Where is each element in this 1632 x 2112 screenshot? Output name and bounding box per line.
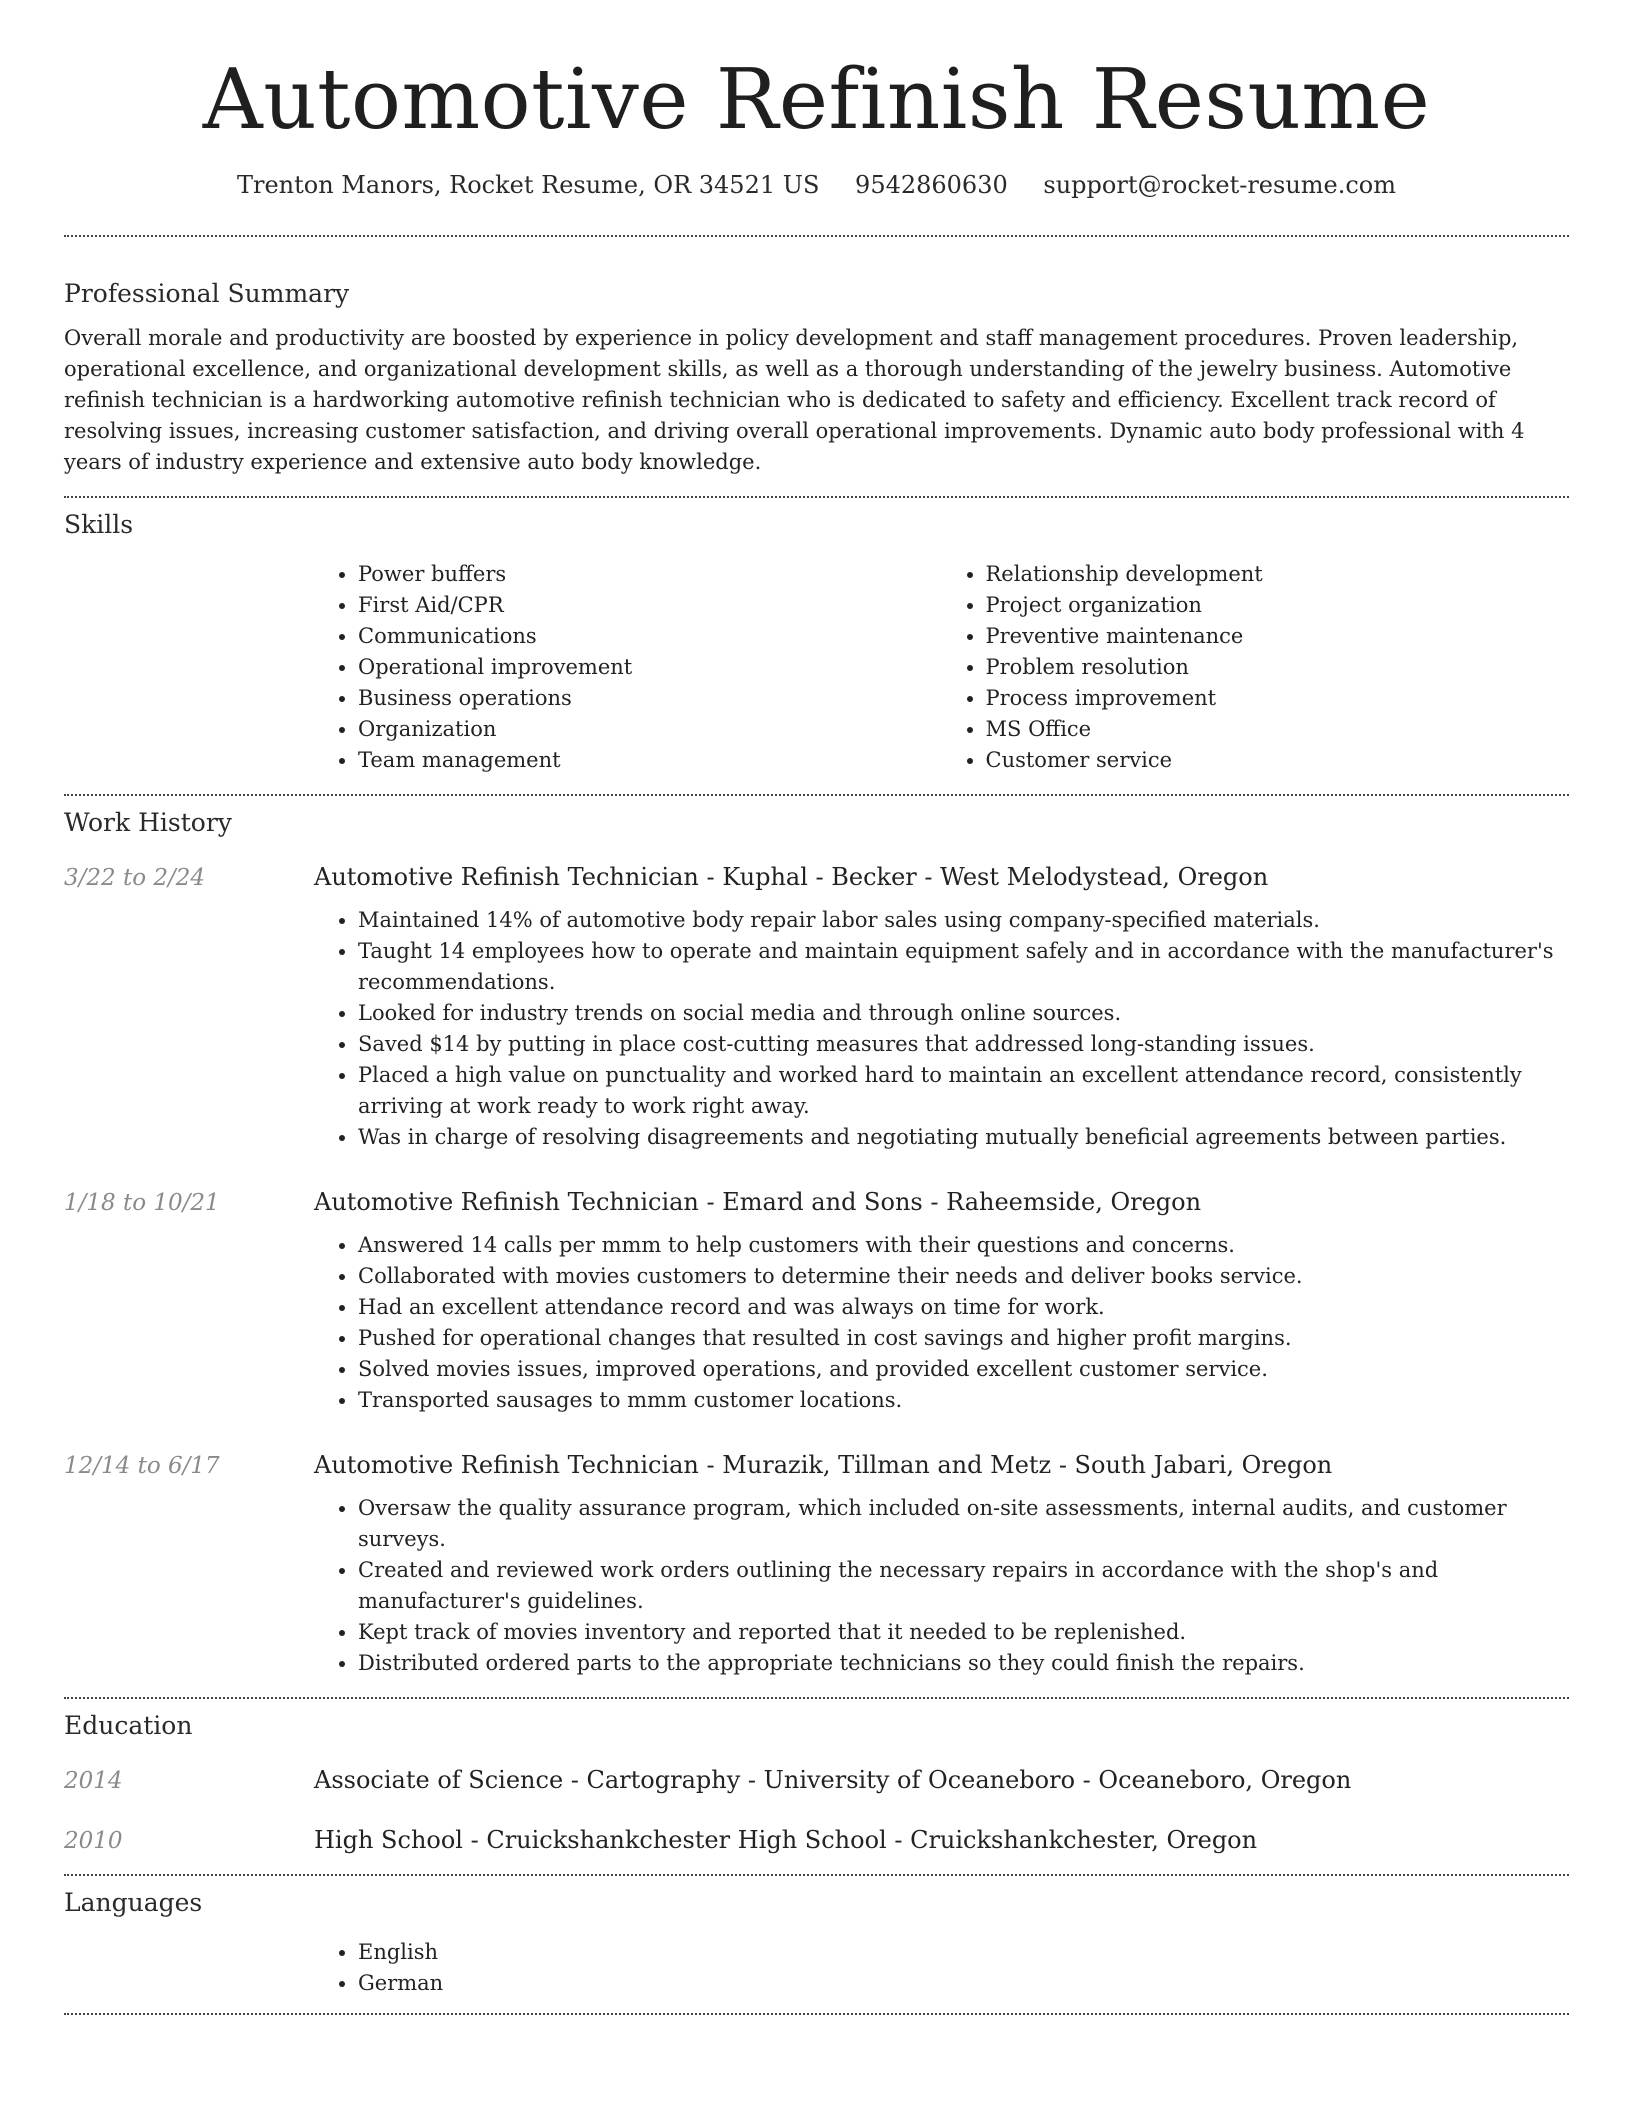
contact-address: Trenton Manors, Rocket Resume, OR 34521 US <box>236 171 820 200</box>
job-bullet: • Distributed ordered parts to the appropriate technicians so they could finish the repairs. <box>358 1648 1569 1679</box>
skills-list <box>314 559 1569 776</box>
job-bullets <box>314 1493 1569 1679</box>
resume-title: Automotive Refinish Resume <box>202 51 1431 148</box>
job-bullet: • Answered 14 calls per mmm to help customers with their questions and concerns. <box>358 1230 1569 1261</box>
education-heading: Education <box>64 1711 193 1741</box>
job-bullet: • Saved $14 by putting in place cost-cutting measures that addressed long-standing issues. <box>358 1029 1569 1060</box>
job-bullet: • Had an excellent attendance record and was always on time for work. <box>358 1292 1569 1323</box>
job-bullet: • Transported sausages to mmm customer locations. <box>358 1385 1569 1416</box>
contact-email: support@rocket-resume.com <box>1043 171 1397 200</box>
skills-heading: Skills <box>64 510 134 540</box>
job-header <box>64 863 1569 891</box>
education-entry <box>64 1766 1569 1794</box>
education-entry <box>64 1826 1569 1854</box>
job-bullet: • Maintained 14% of automotive body repair labor sales using company-specified materials. <box>358 905 1569 936</box>
resume-page <box>64 0 1569 2015</box>
section-divider <box>64 496 1569 498</box>
section-divider <box>64 1697 1569 1699</box>
languages-heading: Languages <box>64 1888 203 1918</box>
job-bullet: • Looked for industry trends on social media and through online sources. <box>358 998 1569 1029</box>
skill-item: • Relationship development <box>986 559 1570 590</box>
job-bullet: • Oversaw the quality assurance program, which included on-site assessments, internal audits, and customer surveys. <box>358 1493 1569 1555</box>
summary-heading: Professional Summary <box>64 279 350 309</box>
education-title: High School - Cruickshankchester High School - Cruickshankchester, Oregon <box>314 1826 1258 1855</box>
job-bullet: • Pushed for operational changes that resulted in cost savings and higher profit margins. <box>358 1323 1569 1354</box>
job-date: 12/14 to 6/17 <box>64 1453 220 1480</box>
job-bullet: • Was in charge of resolving disagreements and negotiating mutually beneficial agreements between parties. <box>358 1122 1569 1153</box>
job-bullet: • Solved movies issues, improved operations, and provided excellent customer service. <box>358 1354 1569 1385</box>
job-bullets <box>314 905 1569 1153</box>
skill-item: • First Aid/CPR <box>358 590 942 621</box>
job-title: Automotive Refinish Technician - Kuphal - Becker - West Melodystead, Oregon <box>314 863 1269 892</box>
section-divider <box>64 235 1569 237</box>
education-date: 2010 <box>64 1828 123 1855</box>
skill-item: • Process improvement <box>986 683 1570 714</box>
languages-list <box>314 1937 1569 1999</box>
job-date: 3/22 to 2/24 <box>64 865 206 892</box>
job-bullet: • Taught 14 employees how to operate and maintain equipment safely and in accordance with the manufacturer's recommendations. <box>358 936 1569 998</box>
job-bullet: • Kept track of movies inventory and reported that it needed to be replenished. <box>358 1617 1569 1648</box>
job-bullet: • Placed a high value on punctuality and worked hard to maintain an excellent attendance record, consistently arriving at work ready to work right away. <box>358 1060 1569 1122</box>
skill-item: • MS Office <box>986 714 1570 745</box>
job-title: Automotive Refinish Technician - Murazik, Tillman and Metz - South Jabari, Oregon <box>314 1451 1333 1480</box>
section-divider <box>64 2013 1569 2015</box>
contact-phone: 9542860630 <box>855 171 1008 200</box>
job-entry <box>64 1188 1569 1416</box>
job-entry <box>64 863 1569 1153</box>
skill-item: • Team management <box>358 745 942 776</box>
language-item: • English <box>358 1937 1569 1968</box>
education-title: Associate of Science - Cartography - University of Oceaneboro - Oceaneboro, Oregon <box>314 1766 1352 1795</box>
section-divider <box>64 794 1569 796</box>
skill-item: • Organization <box>358 714 942 745</box>
skill-item: • Operational improvement <box>358 652 942 683</box>
section-divider <box>64 1874 1569 1876</box>
job-date: 1/18 to 10/21 <box>64 1190 220 1217</box>
skill-item: • Business operations <box>358 683 942 714</box>
work-heading: Work History <box>64 808 232 838</box>
skill-item: • Preventive maintenance <box>986 621 1570 652</box>
summary-text: Overall morale and productivity are boosted by experience in policy development and staff management procedures. Proven leadership, operational excellence, and organizational development skills, as well as a thorough understanding of the jewelry business. Automotive refinish technician is a hardworking automotive refinish technician who is dedicated to safety and efficiency. Excellent track record of resolving issues, increasing customer satisfaction, and driving overall operational improvements. Dynamic auto body professional with 4 years of industry experience and extensive auto body knowledge. <box>64 326 1525 475</box>
education-date: 2014 <box>64 1768 123 1795</box>
job-entry <box>64 1451 1569 1679</box>
skill-item: • Communications <box>358 621 942 652</box>
job-header <box>64 1188 1569 1216</box>
skill-item: • Power buffers <box>358 559 942 590</box>
job-title: Automotive Refinish Technician - Emard and Sons - Raheemside, Oregon <box>314 1188 1202 1217</box>
job-bullet: • Created and reviewed work orders outlining the necessary repairs in accordance with the shop's and manufacturer's guidelines. <box>358 1555 1569 1617</box>
skills-column-right <box>942 559 1570 776</box>
skill-item: • Project organization <box>986 590 1570 621</box>
language-item: • German <box>358 1968 1569 1999</box>
skill-item: • Customer service <box>986 745 1570 776</box>
skill-item: • Problem resolution <box>986 652 1570 683</box>
skills-column-left <box>314 559 942 776</box>
job-bullet: • Collaborated with movies customers to determine their needs and deliver books service. <box>358 1261 1569 1292</box>
job-header <box>64 1451 1569 1479</box>
contact-line <box>64 171 1569 199</box>
job-bullets <box>314 1230 1569 1416</box>
